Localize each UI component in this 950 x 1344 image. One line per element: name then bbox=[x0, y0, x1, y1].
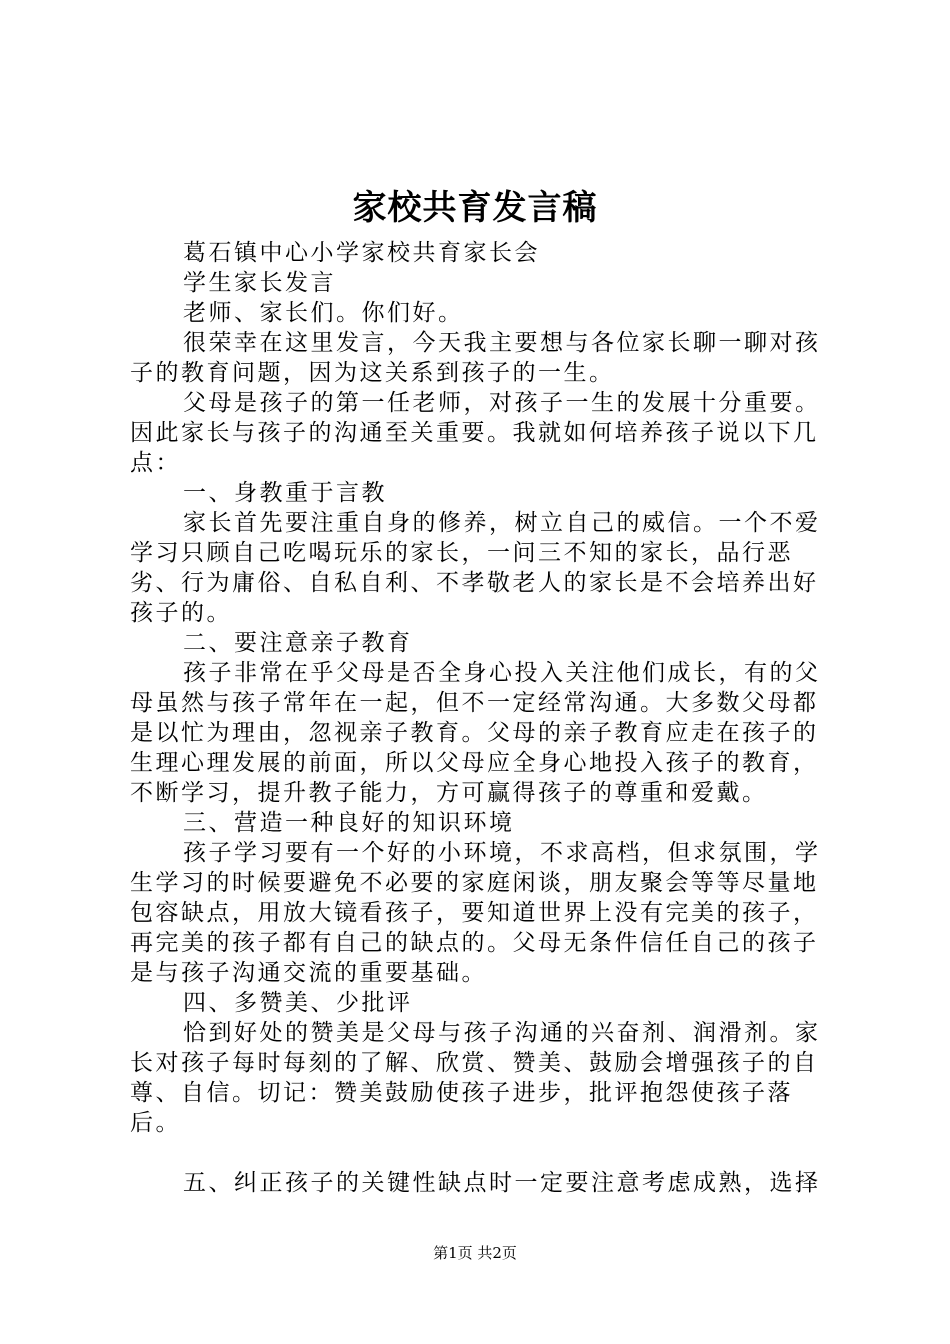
section-heading-5: 五、纠正孩子的关键性缺点时一定要注意考虑成熟，选择 bbox=[183, 1170, 821, 1196]
document-title: 家校共育发言稿 bbox=[352, 188, 598, 228]
speaker-line: 学生家长发言 bbox=[183, 270, 336, 296]
section-paragraph-2: 孩子非常在乎父母是否全身心投入关注他们成长，有的父母虽然与孩子常年在一起，但不一定经常沟通。大多数父母都是以忙为理由，忽视亲子教育。父母的亲子教育应走在孩子的生理心理发展的前面，所以父母应全身心地投入孩子的教育，不断学习，提升教子能力，方可赢得孩子的尊重和爱戴。 bbox=[130, 660, 821, 806]
section-heading-1: 一、身教重于言教 bbox=[183, 480, 387, 506]
section-heading-4: 四、多赞美、少批评 bbox=[183, 990, 413, 1016]
intro-paragraph: 很荣幸在这里发言，今天我主要想与各位家长聊一聊对孩子的教育问题，因为这关系到孩子的一生。 bbox=[130, 330, 821, 386]
section-paragraph-4: 恰到好处的赞美是父母与孩子沟通的兴奋剂、润滑剂。家长对孩子每时每刻的了解、欣赏、赞美、鼓励会增强孩子的自尊、自信。切记：赞美鼓励使孩子进步，批评抱怨使孩子落后。 bbox=[130, 1020, 821, 1136]
intro-paragraph-2: 父母是孩子的第一任老师，对孩子一生的发展十分重要。因此家长与孩子的沟通至关重要。我就如何培养孩子说以下几点： bbox=[130, 390, 821, 476]
page-number-footer: 第1页 共2页 bbox=[433, 1244, 517, 1262]
section-paragraph-3: 孩子学习要有一个好的小环境，不求高档，但求氛围，学生学习的时候要避免不必要的家庭闲谈，朋友聚会等等尽量地包容缺点，用放大镜看孩子，要知道世界上没有完美的孩子，再完美的孩子都有自己的缺点的。父母无条件信任自己的孩子是与孩子沟通交流的重要基础。 bbox=[130, 840, 821, 986]
school-event-line: 葛石镇中心小学家校共育家长会 bbox=[183, 240, 540, 266]
section-heading-3: 三、营造一种良好的知识环境 bbox=[183, 810, 515, 836]
section-paragraph-1: 家长首先要注重自身的修养，树立自己的威信。一个不爱学习只顾自己吃喝玩乐的家长，一问三不知的家长，品行恶劣、行为庸俗、自私自利、不孝敬老人的家长是不会培养出好孩子的。 bbox=[130, 510, 821, 626]
section-heading-2: 二、要注意亲子教育 bbox=[183, 630, 413, 656]
document-body bbox=[130, 238, 834, 1198]
greeting-line: 老师、家长们。你们好。 bbox=[183, 300, 464, 326]
